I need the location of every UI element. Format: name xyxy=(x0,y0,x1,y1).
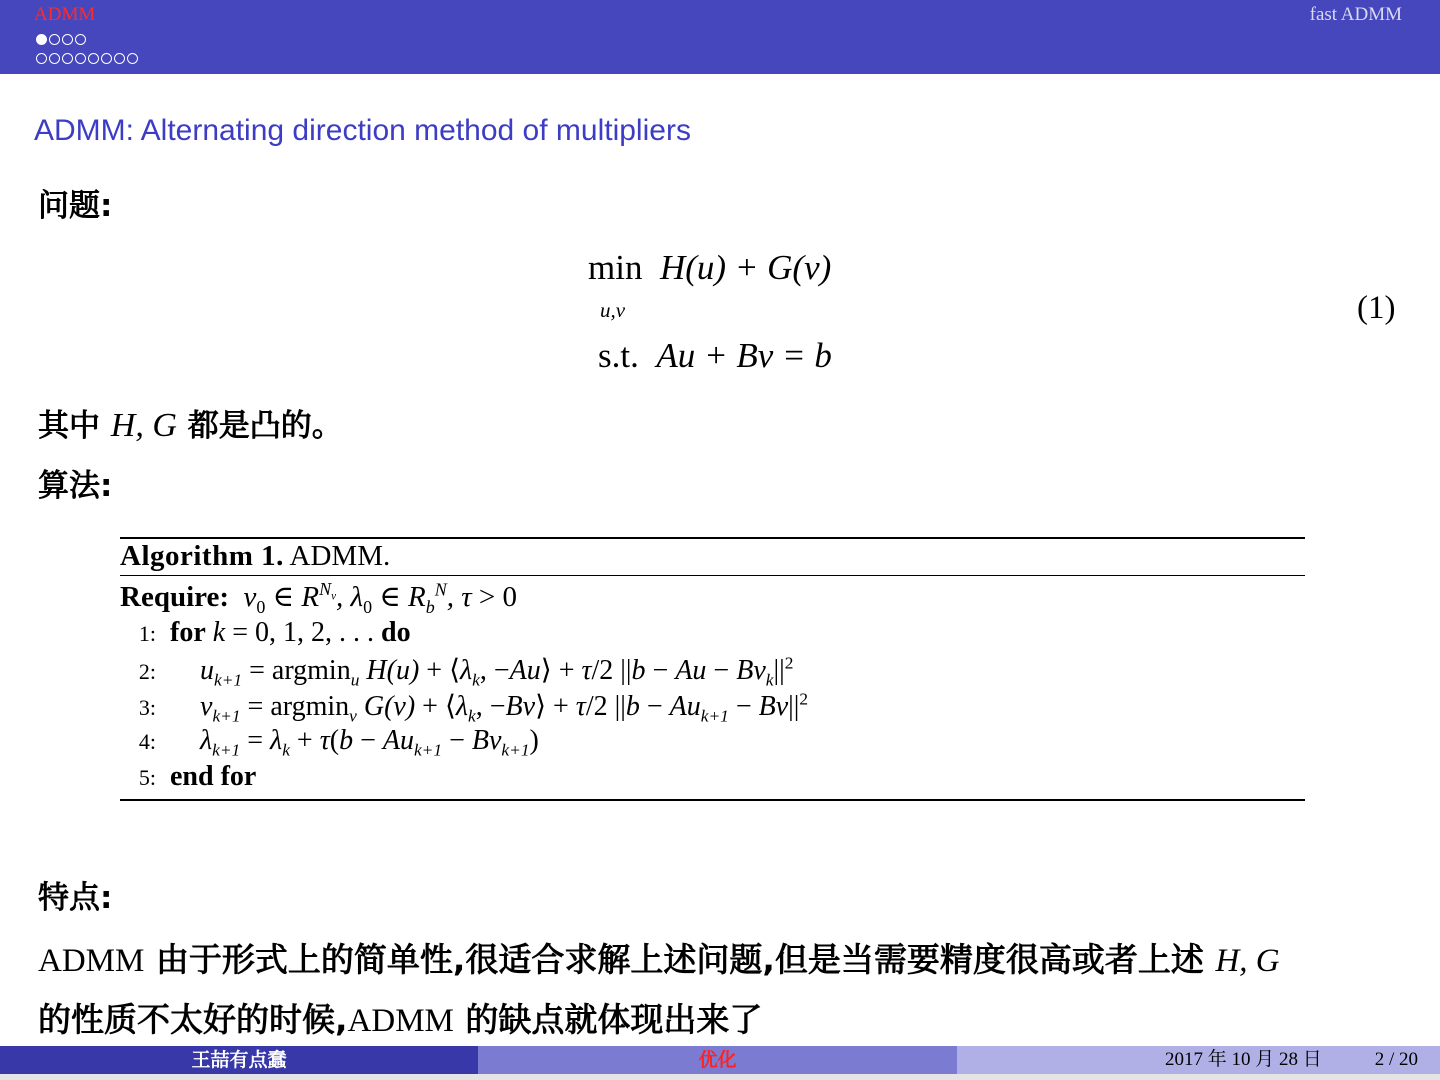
line-number: 2: xyxy=(138,659,156,684)
nav-dots-row2 xyxy=(36,53,138,64)
nav-dot[interactable] xyxy=(49,34,60,45)
nav-dot[interactable] xyxy=(36,34,47,45)
features-text-1: 由于形式上的简单性,很适合求解上述问题,但是当需要精度很高或者上述 xyxy=(155,940,1204,979)
footer-topic[interactable]: 优化 xyxy=(478,1046,957,1074)
slide-footer xyxy=(0,1046,1440,1074)
convexity-vars: H, G xyxy=(110,407,177,444)
features-line-2 xyxy=(38,994,762,1041)
admm-term: ADMM xyxy=(347,1003,454,1039)
convexity-statement xyxy=(38,400,343,445)
slide-header xyxy=(0,0,1440,74)
footer-info xyxy=(957,1046,1440,1074)
algorithm-label: 算法: xyxy=(38,468,113,504)
line-number: 5: xyxy=(138,765,156,790)
algorithm-box xyxy=(120,537,1305,801)
admm-term: ADMM xyxy=(38,943,145,979)
section-link[interactable]: ADMM xyxy=(34,4,96,25)
nav-dot[interactable] xyxy=(114,53,125,64)
require-label: Require: xyxy=(120,581,230,613)
footer-page-number: 2 / 20 xyxy=(1374,1049,1418,1070)
nav-dot[interactable] xyxy=(62,34,73,45)
min-subscript: u,v xyxy=(600,298,626,322)
algorithm-line-5: 5: end for xyxy=(120,761,256,797)
nav-dot[interactable] xyxy=(127,53,138,64)
features-text-2: 的性质不太好的时候, xyxy=(38,1000,348,1039)
features-vars: H, G xyxy=(1215,943,1280,979)
optimization-problem xyxy=(0,240,1440,390)
min-operator: min xyxy=(588,248,643,287)
features-text-3: 的缺点就体现出来了 xyxy=(465,1000,763,1039)
constraint-expression: Au + Bv = b xyxy=(656,336,832,375)
footer-date: 2017 年 10 月 28 日 xyxy=(1165,1049,1322,1070)
short-title-link[interactable]: fast ADMM xyxy=(1309,4,1402,25)
nav-dot[interactable] xyxy=(62,53,73,64)
problem-label: 问题: xyxy=(38,188,113,224)
objective-expression: H(u) + G(v) xyxy=(659,248,832,287)
nav-dot[interactable] xyxy=(49,53,60,64)
line-number: 3: xyxy=(138,695,156,720)
nav-dot[interactable] xyxy=(88,53,99,64)
algorithm-name: ADMM. xyxy=(289,540,391,572)
features-line-1 xyxy=(38,934,1280,981)
title-rule xyxy=(120,575,1305,576)
bottom-strip xyxy=(0,1074,1440,1080)
frame-title: ADMM: Alternating direction method of multipliers xyxy=(34,114,691,147)
bottom-rule xyxy=(120,799,1305,801)
top-rule xyxy=(120,537,1305,539)
algorithm-number: Algorithm 1. xyxy=(120,540,284,572)
require-line: Require: $v_0$ ∈ $R^{N_v}$, $\lambda_0$ ∈ $R_b^N$, τ > 0 xyxy=(120,579,517,617)
line-number: 4: xyxy=(138,729,156,754)
line-number: 1: xyxy=(138,621,156,646)
algorithm-line-2: 2: $u_{k+1} = argmin_u$ $H(u) + ⟨\lambda_k$, −Au⟩ + τ/2 $||b - Au - Bv_k||^2$ xyxy=(120,653,793,689)
convexity-suffix: 都是凸的。 xyxy=(187,408,343,444)
nav-dot[interactable] xyxy=(75,34,86,45)
nav-dots-row1 xyxy=(36,34,86,45)
footer-author[interactable]: 王喆有点蠢 xyxy=(0,1046,478,1074)
algorithm-line-4: 4: $\lambda_{k+1} = \lambda_k + \tau(b - Au_{k+1} - Bv_{k+1})$ xyxy=(120,725,539,761)
objective-line xyxy=(588,248,831,288)
algorithm-line-3: 3: $v_{k+1} = argmin_v$ $G(v) + ⟨\lambda_k$, −Bv⟩ + τ/2 $||b - Au_{k+1} - Bv||^2$ xyxy=(120,689,808,725)
algorithm-line-1: 1: for k = 0, 1, 2, . . . do xyxy=(120,617,411,653)
nav-dot[interactable] xyxy=(101,53,112,64)
algorithm-title xyxy=(120,540,390,573)
convexity-prefix: 其中 xyxy=(38,408,100,444)
nav-dot[interactable] xyxy=(36,53,47,64)
features-label: 特点: xyxy=(38,880,113,916)
equation-number: (1) xyxy=(1357,290,1396,326)
constraint-line xyxy=(598,336,832,376)
constraint-prefix: s.t. xyxy=(598,336,639,375)
nav-dot[interactable] xyxy=(75,53,86,64)
